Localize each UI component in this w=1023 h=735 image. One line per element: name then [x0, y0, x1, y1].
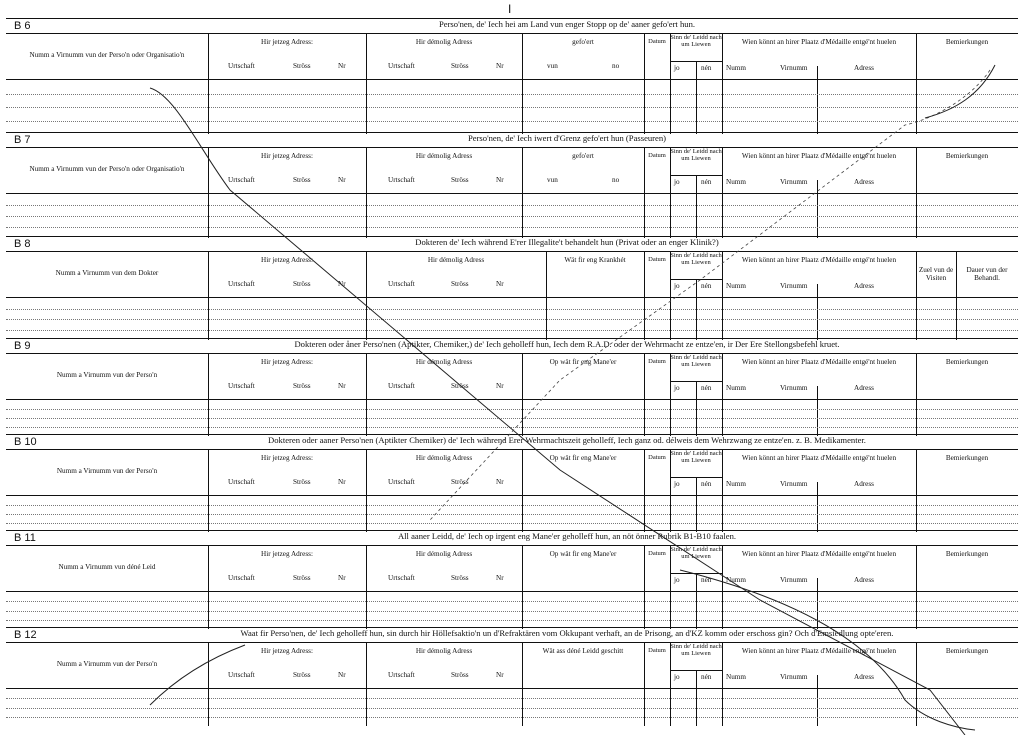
- remarks-label: Bemierkungen: [945, 454, 989, 462]
- current-address-label: Hir jetzeg Adress:: [261, 454, 313, 462]
- street-label: Ströss: [451, 478, 469, 486]
- entry-line: [6, 227, 1018, 228]
- yes-no-divider: [696, 573, 697, 592]
- section-10: [6, 434, 1018, 531]
- section-header: [6, 545, 1018, 592]
- entry-line: [6, 409, 1018, 410]
- yes-no-divider: [696, 175, 697, 194]
- current-address-label: Hir jetzeg Adress:: [261, 152, 313, 160]
- old-address-label: Hir démolig Adress: [415, 550, 473, 558]
- remarks-label: Bemierkungen: [945, 152, 989, 160]
- old-address-label: Hir démolig Adress: [415, 358, 473, 366]
- town-label: Urtschaft: [388, 671, 415, 679]
- yes-label: jo: [674, 178, 680, 186]
- town-label: Urtschaft: [228, 478, 255, 486]
- entry-line: [6, 418, 1018, 419]
- alive-label: Sinn de' Leidd nach um Liewen: [670, 450, 722, 465]
- entry-line: [6, 107, 1018, 108]
- alive-label: Sinn de' Leidd nach um Liewen: [670, 354, 722, 369]
- yes-no-divider: [696, 381, 697, 400]
- yes-label: jo: [674, 673, 680, 681]
- section-body[interactable]: [6, 399, 1018, 436]
- street-label: Ströss: [451, 62, 469, 70]
- entry-line: [6, 205, 1018, 206]
- number-label: Nr: [338, 671, 346, 679]
- street-label: Ströss: [451, 574, 469, 582]
- entry-line: [6, 216, 1018, 217]
- section-body[interactable]: [6, 193, 1018, 238]
- no-label: nén: [701, 576, 712, 584]
- street-label: Ströss: [451, 280, 469, 288]
- medal-label: Wien könnt an hirer Plaatz d'Médaille entgé'nt huelen: [741, 38, 897, 46]
- from-label: vun: [547, 62, 558, 70]
- firstname-label: Virnumm: [780, 282, 808, 290]
- entry-line: [6, 611, 1018, 612]
- entry-line: [6, 505, 1018, 506]
- name-label: Numm: [726, 64, 746, 72]
- section-header: [6, 642, 1018, 689]
- section-title: Perso'nen, de' Iech hei am Land vun enger Stopp op de' aaner gefo'ert hun.: [438, 19, 696, 29]
- yes-label: jo: [674, 480, 680, 488]
- from-label: vun: [547, 176, 558, 184]
- town-label: Urtschaft: [388, 382, 415, 390]
- firstname-divider: [817, 578, 818, 629]
- street-label: Ströss: [293, 671, 311, 679]
- section-code: B 12: [14, 629, 37, 641]
- middle-column-label: Op wät fir eng Mane'er: [549, 550, 617, 558]
- remarks-label: Bemierkungen: [945, 38, 989, 46]
- name-column-label: Numm a Virnumm vun der Perso'n: [56, 467, 158, 475]
- number-label: Nr: [338, 478, 346, 486]
- section-body[interactable]: [6, 297, 1018, 340]
- section-7: [6, 132, 1018, 237]
- yes-no-divider: [696, 670, 697, 689]
- section-title: Waat fir Perso'nen, de' Iech geholleff hun, sin durch hir Höllefsaktio'n un d'Refraktären vom Okkupant verhaft, an de Prisong, an d'KZ komm oder erschoss gin? Och d'Emsiedlung opte'eren.: [240, 628, 894, 638]
- number-label: Nr: [338, 574, 346, 582]
- firstname-label: Virnumm: [780, 480, 808, 488]
- section-header: [6, 449, 1018, 496]
- date-label: Datum: [648, 550, 666, 557]
- town-label: Urtschaft: [388, 176, 415, 184]
- section-title: All aaner Leidd, de' Iech op irgent eng Mane'er geholleff hun, an nöt önner Rubrik B1-B10 faalen.: [397, 531, 737, 541]
- yes-no-divider: [696, 477, 697, 496]
- section-8: [6, 236, 1018, 339]
- alive-label: Sinn de' Leidd nach um Liewen: [670, 546, 722, 561]
- street-label: Ströss: [451, 176, 469, 184]
- street-label: Ströss: [451, 382, 469, 390]
- date-label: Datum: [648, 647, 666, 654]
- street-label: Ströss: [293, 176, 311, 184]
- number-label: Nr: [338, 280, 346, 288]
- alive-label: Sinn de' Leidd nach um Liewen: [670, 34, 722, 49]
- section-code: B 11: [14, 532, 36, 544]
- current-address-label: Hir jetzeg Adress:: [261, 647, 313, 655]
- address-label: Adress: [854, 673, 874, 681]
- name-column-label: Numm a Virnumm vun dem Dokter: [55, 269, 159, 277]
- town-label: Urtschaft: [228, 574, 255, 582]
- section-body[interactable]: [6, 688, 1018, 726]
- firstname-label: Virnumm: [780, 384, 808, 392]
- town-label: Urtschaft: [388, 280, 415, 288]
- name-column-label: Numm a Virnumm vun déné Leid: [58, 563, 156, 571]
- address-label: Adress: [854, 384, 874, 392]
- section-title: Dokteren oder åner Perso'nen (Aptikter, Chemiker,) de' Iech geholleff hun, Iech dem R.A.D. oder der Wehrmacht ze entze'en, ir Der Ere Stellongsbefehl kruet.: [294, 339, 840, 349]
- entry-line: [6, 309, 1018, 310]
- section-body[interactable]: [6, 495, 1018, 532]
- town-label: Urtschaft: [228, 382, 255, 390]
- middle-column-label: Wät ass déné Leidd geschitt: [542, 647, 624, 655]
- current-address-label: Hir jetzeg Adress:: [261, 550, 313, 558]
- date-label: Datum: [648, 358, 666, 365]
- number-label: Nr: [338, 176, 346, 184]
- firstname-label: Virnumm: [780, 576, 808, 584]
- middle-column-label: Op wät fir eng Mane'er: [549, 358, 617, 366]
- street-label: Ströss: [293, 478, 311, 486]
- name-label: Numm: [726, 178, 746, 186]
- section-header: [6, 147, 1018, 194]
- section-9: [6, 338, 1018, 435]
- date-label: Datum: [648, 256, 666, 263]
- no-label: nén: [701, 178, 712, 186]
- number-label: Nr: [338, 382, 346, 390]
- medal-label: Wien könnt an hirer Plaatz d'Médaille entgé'nt huelen: [741, 550, 897, 558]
- section-6: [6, 18, 1018, 133]
- firstname-label: Virnumm: [780, 178, 808, 186]
- medal-label: Wien könnt an hirer Plaatz d'Médaille entgé'nt huelen: [741, 647, 897, 655]
- section-header: [6, 33, 1018, 80]
- yes-label: jo: [674, 282, 680, 290]
- alive-label: Sinn de' Leidd nach um Liewen: [670, 643, 722, 658]
- firstname-divider: [817, 482, 818, 532]
- name-label: Numm: [726, 480, 746, 488]
- questionnaire-form: [6, 18, 1018, 730]
- address-label: Adress: [854, 178, 874, 186]
- address-label: Adress: [854, 64, 874, 72]
- current-address-label: Hir jetzeg Adress:: [261, 358, 313, 366]
- entry-line: [6, 94, 1018, 95]
- name-column-label: Numm a Virnumm vun der Perso'n: [56, 371, 158, 379]
- entry-line: [6, 319, 1018, 320]
- medal-label: Wien könnt an hirer Plaatz d'Médaille entgé'nt huelen: [741, 358, 897, 366]
- no-label: nén: [701, 673, 712, 681]
- to-label: no: [612, 176, 620, 184]
- address-label: Adress: [854, 576, 874, 584]
- number-label: Nr: [496, 574, 504, 582]
- street-label: Ströss: [293, 382, 311, 390]
- alive-label: Sinn de' Leidd nach um Liewen: [670, 148, 722, 163]
- remarks-label: Bemierkungen: [945, 550, 989, 558]
- to-label: no: [612, 62, 620, 70]
- section-title: Perso'nen, de' Iech iwert d'Grenz gefo'ert hun (Passeuren): [467, 133, 667, 143]
- number-label: Nr: [338, 62, 346, 70]
- no-label: nén: [701, 480, 712, 488]
- firstname-divider: [817, 675, 818, 726]
- duration-label: Dauer vun der Behandl.: [966, 266, 1008, 283]
- old-address-label: Hir démolig Adress: [415, 152, 473, 160]
- entry-line: [6, 620, 1018, 621]
- firstname-divider: [817, 386, 818, 436]
- current-address-label: Hir jetzeg Adress:: [261, 256, 313, 264]
- old-address-label: Hir démolig Adress: [415, 454, 473, 462]
- name-label: Numm: [726, 282, 746, 290]
- date-label: Datum: [648, 38, 666, 45]
- entry-line: [6, 514, 1018, 515]
- yes-no-divider: [696, 279, 697, 298]
- name-label: Numm: [726, 673, 746, 681]
- town-label: Urtschaft: [388, 62, 415, 70]
- page-mark: I: [508, 2, 512, 16]
- firstname-label: Virnumm: [780, 673, 808, 681]
- entry-line: [6, 601, 1018, 602]
- section-header: [6, 353, 1018, 400]
- visits-label: Zuel vun de Visiten: [918, 266, 954, 283]
- entry-line: [6, 121, 1018, 122]
- name-label: Numm: [726, 384, 746, 392]
- old-address-label: Hir démolig Adress: [415, 647, 473, 655]
- firstname-divider: [817, 180, 818, 238]
- entry-line: [6, 523, 1018, 524]
- firstname-divider: [817, 66, 818, 134]
- date-label: Datum: [648, 152, 666, 159]
- old-address-label: Hir démolig Adress: [415, 38, 473, 46]
- no-label: nén: [701, 384, 712, 392]
- firstname-label: Virnumm: [780, 64, 808, 72]
- section-body[interactable]: [6, 79, 1018, 134]
- street-label: Ströss: [293, 62, 311, 70]
- town-label: Urtschaft: [228, 280, 255, 288]
- no-label: nén: [701, 64, 712, 72]
- middle-column-label: Op wät fir eng Mane'er: [549, 454, 617, 462]
- number-label: Nr: [496, 62, 504, 70]
- street-label: Ströss: [293, 574, 311, 582]
- section-12: [6, 627, 1018, 725]
- yes-label: jo: [674, 384, 680, 392]
- number-label: Nr: [496, 671, 504, 679]
- number-label: Nr: [496, 280, 504, 288]
- section-title: Dokteren oder aaner Perso'nen (Aptikter Chemiker) de' Iech während Erer Wehrmachtszeit geholleff, Iech ganz od. délweis dem Wehrzwang ze entze'en. z. B. Medikamenter.: [268, 435, 866, 445]
- address-label: Adress: [854, 480, 874, 488]
- street-label: Ströss: [293, 280, 311, 288]
- remarks-label: Bemierkungen: [945, 358, 989, 366]
- entry-line: [6, 698, 1018, 699]
- middle-column-label: Wät fir eng Krankhét: [564, 256, 626, 264]
- yes-label: jo: [674, 576, 680, 584]
- section-code: B 6: [14, 20, 31, 32]
- name-column-label: Numm a Virnumm vun der Perso'n oder Organisatio'n: [29, 165, 185, 173]
- section-header: [6, 251, 1018, 298]
- name-column-label: Numm a Virnumm vun der Perso'n oder Organisatio'n: [29, 51, 185, 59]
- section-code: B 7: [14, 134, 31, 146]
- entry-line: [6, 708, 1018, 709]
- town-label: Urtschaft: [228, 62, 255, 70]
- firstname-divider: [817, 284, 818, 340]
- town-label: Urtschaft: [388, 574, 415, 582]
- section-code: B 8: [14, 238, 31, 250]
- name-column-label: Numm a Virnumm vun der Perso'n: [56, 660, 158, 668]
- section-title: Dokteren de' Iech während E'rer Illegalite't behandelt hun (Privat oder an enger Klinik?): [415, 237, 719, 247]
- middle-column-label: gefo'ert: [572, 38, 594, 46]
- section-body[interactable]: [6, 591, 1018, 629]
- date-label: Datum: [648, 454, 666, 461]
- number-label: Nr: [496, 382, 504, 390]
- entry-line: [6, 717, 1018, 718]
- town-label: Urtschaft: [228, 671, 255, 679]
- town-label: Urtschaft: [388, 478, 415, 486]
- number-label: Nr: [496, 176, 504, 184]
- address-label: Adress: [854, 282, 874, 290]
- alive-label: Sinn de' Leidd nach um Liewen: [670, 252, 722, 267]
- no-label: nén: [701, 282, 712, 290]
- entry-line: [6, 330, 1018, 331]
- remarks-label: Bemierkungen: [945, 647, 989, 655]
- old-address-label: Hir démolig Adress: [427, 256, 485, 264]
- number-label: Nr: [496, 478, 504, 486]
- medal-label: Wien könnt an hirer Plaatz d'Médaille entgé'nt huelen: [741, 454, 897, 462]
- section-code: B 9: [14, 340, 31, 352]
- entry-line: [6, 427, 1018, 428]
- yes-label: jo: [674, 64, 680, 72]
- middle-column-label: gefo'ert: [572, 152, 594, 160]
- medal-label: Wien könnt an hirer Plaatz d'Médaille entgé'nt huelen: [741, 256, 897, 264]
- current-address-label: Hir jetzeg Adress:: [261, 38, 313, 46]
- yes-no-divider: [696, 61, 697, 80]
- section-11: [6, 530, 1018, 628]
- town-label: Urtschaft: [228, 176, 255, 184]
- street-label: Ströss: [451, 671, 469, 679]
- section-code: B 10: [14, 436, 37, 448]
- name-label: Numm: [726, 576, 746, 584]
- medal-label: Wien könnt an hirer Plaatz d'Médaille entgé'nt huelen: [741, 152, 897, 160]
